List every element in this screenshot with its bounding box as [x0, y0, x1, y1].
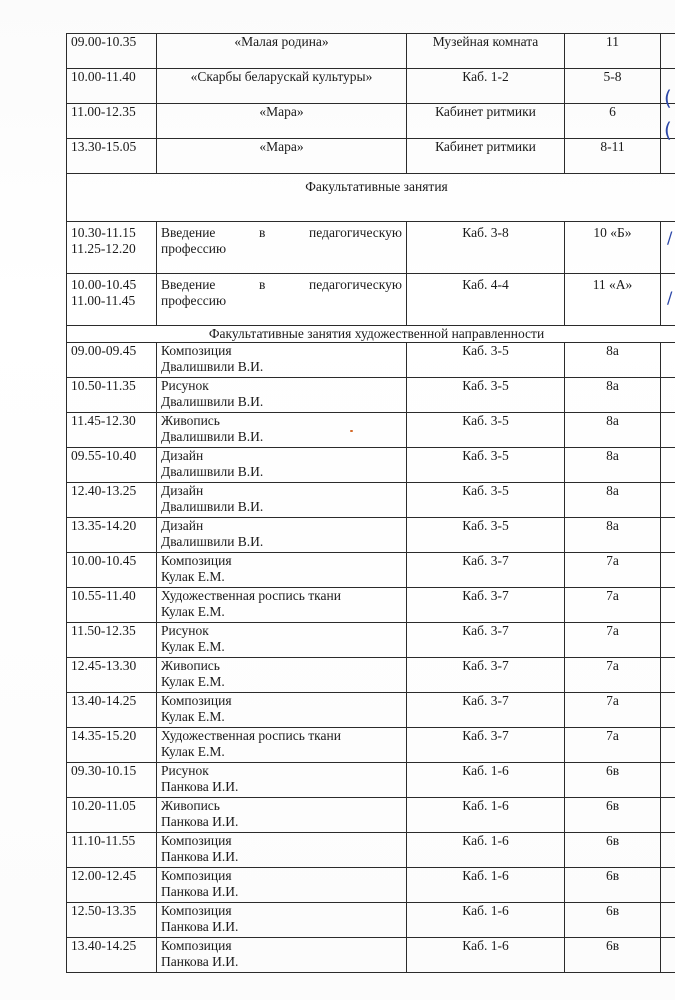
room-cell: Кабинет ритмики: [407, 139, 565, 174]
table-row: [67, 868, 675, 903]
room-cell: Каб. 3-7: [407, 658, 565, 693]
time-cell: 09.00-09.45: [67, 343, 157, 378]
subject-cell: [157, 518, 407, 553]
time-cell: 13.35-14.20: [67, 518, 157, 553]
subject-cell: [157, 728, 407, 763]
subject-name: Композиция: [161, 693, 232, 708]
table-row: [67, 938, 675, 973]
class-cell: 8а: [565, 343, 661, 378]
time-cell: 13.40-14.25: [67, 938, 157, 973]
class-cell: 11 «А»: [565, 274, 661, 326]
class-cell: 7а: [565, 588, 661, 623]
extra-cell: [661, 938, 675, 973]
teacher-name: Кулак Е.М.: [161, 674, 225, 689]
room-cell: Каб. 3-7: [407, 693, 565, 728]
table-row: [67, 69, 675, 104]
table-row: [67, 483, 675, 518]
time-cell: 09.55-10.40: [67, 448, 157, 483]
extra-cell: [661, 693, 675, 728]
class-cell: 8а: [565, 518, 661, 553]
table-row: [67, 903, 675, 938]
subject-cell: [157, 693, 407, 728]
room-cell: Каб. 1-6: [407, 868, 565, 903]
subject-name: Композиция: [161, 903, 232, 918]
time-cell: 12.50-13.35: [67, 903, 157, 938]
subject-name: Живопись: [161, 413, 220, 428]
subject-name: Дизайн: [161, 448, 204, 463]
extra-cell: [661, 658, 675, 693]
table-row: [67, 623, 675, 658]
class-cell: 8а: [565, 413, 661, 448]
table-row: [67, 658, 675, 693]
handwritten-mark: /: [667, 228, 673, 247]
room-cell: Каб. 1-6: [407, 798, 565, 833]
class-cell: 10 «Б»: [565, 222, 661, 274]
subject-cell: [157, 448, 407, 483]
table-row: [67, 274, 675, 326]
time-cell: 10.30-11.15 11.25-12.20: [67, 222, 157, 274]
subject-cell: [157, 938, 407, 973]
table-row: [67, 34, 675, 69]
subject-name: Рисунок: [161, 378, 209, 393]
subject-cell: [157, 588, 407, 623]
extra-cell: [661, 413, 675, 448]
teacher-name: Двалишвили В.И.: [161, 429, 264, 444]
subject-cell: [157, 483, 407, 518]
room-cell: Кабинет ритмики: [407, 104, 565, 139]
table-row: [67, 343, 675, 378]
time-cell: 14.35-15.20: [67, 728, 157, 763]
table-row: [67, 378, 675, 413]
room-cell: Каб. 1-6: [407, 833, 565, 868]
course-name-rest: профессию: [161, 293, 227, 308]
course-name-cell: [157, 274, 407, 326]
table-row: [67, 553, 675, 588]
subject-cell: [157, 798, 407, 833]
activity-name-cell: «Мара»: [157, 104, 407, 139]
class-cell: 8а: [565, 483, 661, 518]
teacher-name: Двалишвили В.И.: [161, 359, 264, 374]
schedule-table: [66, 33, 675, 973]
table-row: [67, 139, 675, 174]
teacher-name: Кулак Е.М.: [161, 744, 225, 759]
class-cell: 6в: [565, 938, 661, 973]
course-name-line: [161, 225, 402, 241]
time-cell: 12.40-13.25: [67, 483, 157, 518]
extra-cell: [661, 139, 675, 174]
room-cell: Каб. 3-8: [407, 222, 565, 274]
class-cell: 7а: [565, 623, 661, 658]
teacher-name: Кулак Е.М.: [161, 604, 225, 619]
room-cell: Каб. 3-7: [407, 728, 565, 763]
subject-name: Композиция: [161, 938, 232, 953]
extra-cell: [661, 588, 675, 623]
time-cell: 10.00-10.45: [67, 553, 157, 588]
table-row: [67, 798, 675, 833]
subject-name: Живопись: [161, 658, 220, 673]
course-name-word: в: [259, 277, 266, 292]
subject-cell: [157, 868, 407, 903]
room-cell: Каб. 3-5: [407, 518, 565, 553]
class-cell: 6в: [565, 798, 661, 833]
table-row: [67, 448, 675, 483]
course-name-word: педагогическую: [309, 225, 402, 240]
section-header-row: [67, 174, 675, 222]
class-cell: 7а: [565, 553, 661, 588]
course-name-word: Введение: [161, 225, 216, 240]
subject-name: Композиция: [161, 833, 232, 848]
room-cell: Каб. 1-6: [407, 903, 565, 938]
teacher-name: Панкова И.И.: [161, 849, 239, 864]
table-row: [67, 763, 675, 798]
teacher-name: Панкова И.И.: [161, 954, 239, 969]
extra-cell: [661, 728, 675, 763]
time-cell: 09.00-10.35: [67, 34, 157, 69]
extra-cell: [661, 868, 675, 903]
room-cell: Каб. 3-5: [407, 483, 565, 518]
room-cell: Каб. 4-4: [407, 274, 565, 326]
table-row: [67, 413, 675, 448]
handwritten-mark: (: [664, 118, 672, 142]
course-name-word: педагогическую: [309, 277, 402, 292]
class-cell: 7а: [565, 728, 661, 763]
time-cell: 10.00-10.45 11.00-11.45: [67, 274, 157, 326]
room-cell: Каб. 3-5: [407, 343, 565, 378]
table-row: [67, 693, 675, 728]
extra-cell: [661, 483, 675, 518]
teacher-name: Кулак Е.М.: [161, 709, 225, 724]
class-cell: 6: [565, 104, 661, 139]
time-cell: 13.40-14.25: [67, 693, 157, 728]
class-cell: 8а: [565, 448, 661, 483]
course-name-rest: профессию: [161, 241, 227, 256]
table-row: [67, 588, 675, 623]
time-cell: 10.20-11.05: [67, 798, 157, 833]
subject-name: Живопись: [161, 798, 220, 813]
table-row: [67, 222, 675, 274]
extra-cell: [661, 623, 675, 658]
subject-cell: [157, 763, 407, 798]
subject-name: Композиция: [161, 343, 232, 358]
course-name-cell: [157, 222, 407, 274]
subject-name: Рисунок: [161, 623, 209, 638]
paper-speck: [350, 430, 353, 432]
room-cell: Музейная комната: [407, 34, 565, 69]
extra-cell: [661, 798, 675, 833]
extra-cell: [661, 378, 675, 413]
subject-name: Художественная роспись ткани: [161, 588, 341, 603]
subject-cell: [157, 343, 407, 378]
subject-name: Рисунок: [161, 763, 209, 778]
extra-cell: [661, 448, 675, 483]
subject-cell: [157, 553, 407, 588]
table-row: [67, 833, 675, 868]
subject-cell: [157, 623, 407, 658]
class-cell: 8-11: [565, 139, 661, 174]
time-cell: 09.30-10.15: [67, 763, 157, 798]
handwritten-mark: (: [664, 86, 672, 110]
subject-name: Композиция: [161, 553, 232, 568]
teacher-name: Двалишвили В.И.: [161, 499, 264, 514]
extra-cell: [661, 518, 675, 553]
section-title-facultative: Факультативные занятия: [67, 174, 675, 222]
activity-name-cell: «Скарбы беларускай культуры»: [157, 69, 407, 104]
subject-cell: [157, 378, 407, 413]
activity-name-cell: «Мара»: [157, 139, 407, 174]
table-row: [67, 728, 675, 763]
teacher-name: Панкова И.И.: [161, 919, 239, 934]
teacher-name: Панкова И.И.: [161, 884, 239, 899]
time-cell: 11.00-12.35: [67, 104, 157, 139]
extra-cell: [661, 34, 675, 69]
handwritten-mark: /: [667, 288, 673, 307]
time-cell: 10.00-11.40: [67, 69, 157, 104]
extra-cell: [661, 833, 675, 868]
extra-cell: [661, 343, 675, 378]
class-cell: 11: [565, 34, 661, 69]
subject-name: Композиция: [161, 868, 232, 883]
room-cell: Каб. 3-5: [407, 378, 565, 413]
teacher-name: Панкова И.И.: [161, 814, 239, 829]
course-name-word: в: [259, 225, 266, 240]
extra-cell: [661, 763, 675, 798]
room-cell: Каб. 3-7: [407, 623, 565, 658]
room-cell: Каб. 1-6: [407, 763, 565, 798]
class-cell: 5-8: [565, 69, 661, 104]
teacher-name: Кулак Е.М.: [161, 639, 225, 654]
time-cell: 11.10-11.55: [67, 833, 157, 868]
schedule-body: [67, 34, 675, 973]
subject-cell: [157, 903, 407, 938]
room-cell: Каб. 3-5: [407, 448, 565, 483]
teacher-name: Панкова И.И.: [161, 779, 239, 794]
teacher-name: Двалишвили В.И.: [161, 534, 264, 549]
extra-cell: [661, 903, 675, 938]
section-title-art: Факультативные занятия художественной направленности: [67, 326, 675, 343]
class-cell: 8а: [565, 378, 661, 413]
teacher-name: Двалишвили В.И.: [161, 394, 264, 409]
time-cell: 11.50-12.35: [67, 623, 157, 658]
time-cell: 10.50-11.35: [67, 378, 157, 413]
class-cell: 7а: [565, 658, 661, 693]
room-cell: Каб. 1-6: [407, 938, 565, 973]
time-cell: 11.45-12.30: [67, 413, 157, 448]
subject-cell: [157, 833, 407, 868]
time-cell: 10.55-11.40: [67, 588, 157, 623]
extra-cell: [661, 553, 675, 588]
subject-cell: [157, 658, 407, 693]
room-cell: Каб. 3-7: [407, 553, 565, 588]
table-row: [67, 518, 675, 553]
class-cell: 6в: [565, 903, 661, 938]
room-cell: Каб. 3-7: [407, 588, 565, 623]
teacher-name: Кулак Е.М.: [161, 569, 225, 584]
class-cell: 6в: [565, 868, 661, 903]
time-cell: 12.00-12.45: [67, 868, 157, 903]
subject-cell: [157, 413, 407, 448]
activity-name-cell: «Малая родина»: [157, 34, 407, 69]
time-cell: 12.45-13.30: [67, 658, 157, 693]
teacher-name: Двалишвили В.И.: [161, 464, 264, 479]
subject-name: Дизайн: [161, 483, 204, 498]
room-cell: Каб. 3-5: [407, 413, 565, 448]
room-cell: Каб. 1-2: [407, 69, 565, 104]
section-header-row: [67, 326, 675, 343]
table-row: [67, 104, 675, 139]
course-name-line: [161, 277, 402, 293]
class-cell: 6в: [565, 763, 661, 798]
class-cell: 7а: [565, 693, 661, 728]
subject-name: Дизайн: [161, 518, 204, 533]
time-cell: 13.30-15.05: [67, 139, 157, 174]
class-cell: 6в: [565, 833, 661, 868]
subject-name: Художественная роспись ткани: [161, 728, 341, 743]
course-name-word: Введение: [161, 277, 216, 292]
